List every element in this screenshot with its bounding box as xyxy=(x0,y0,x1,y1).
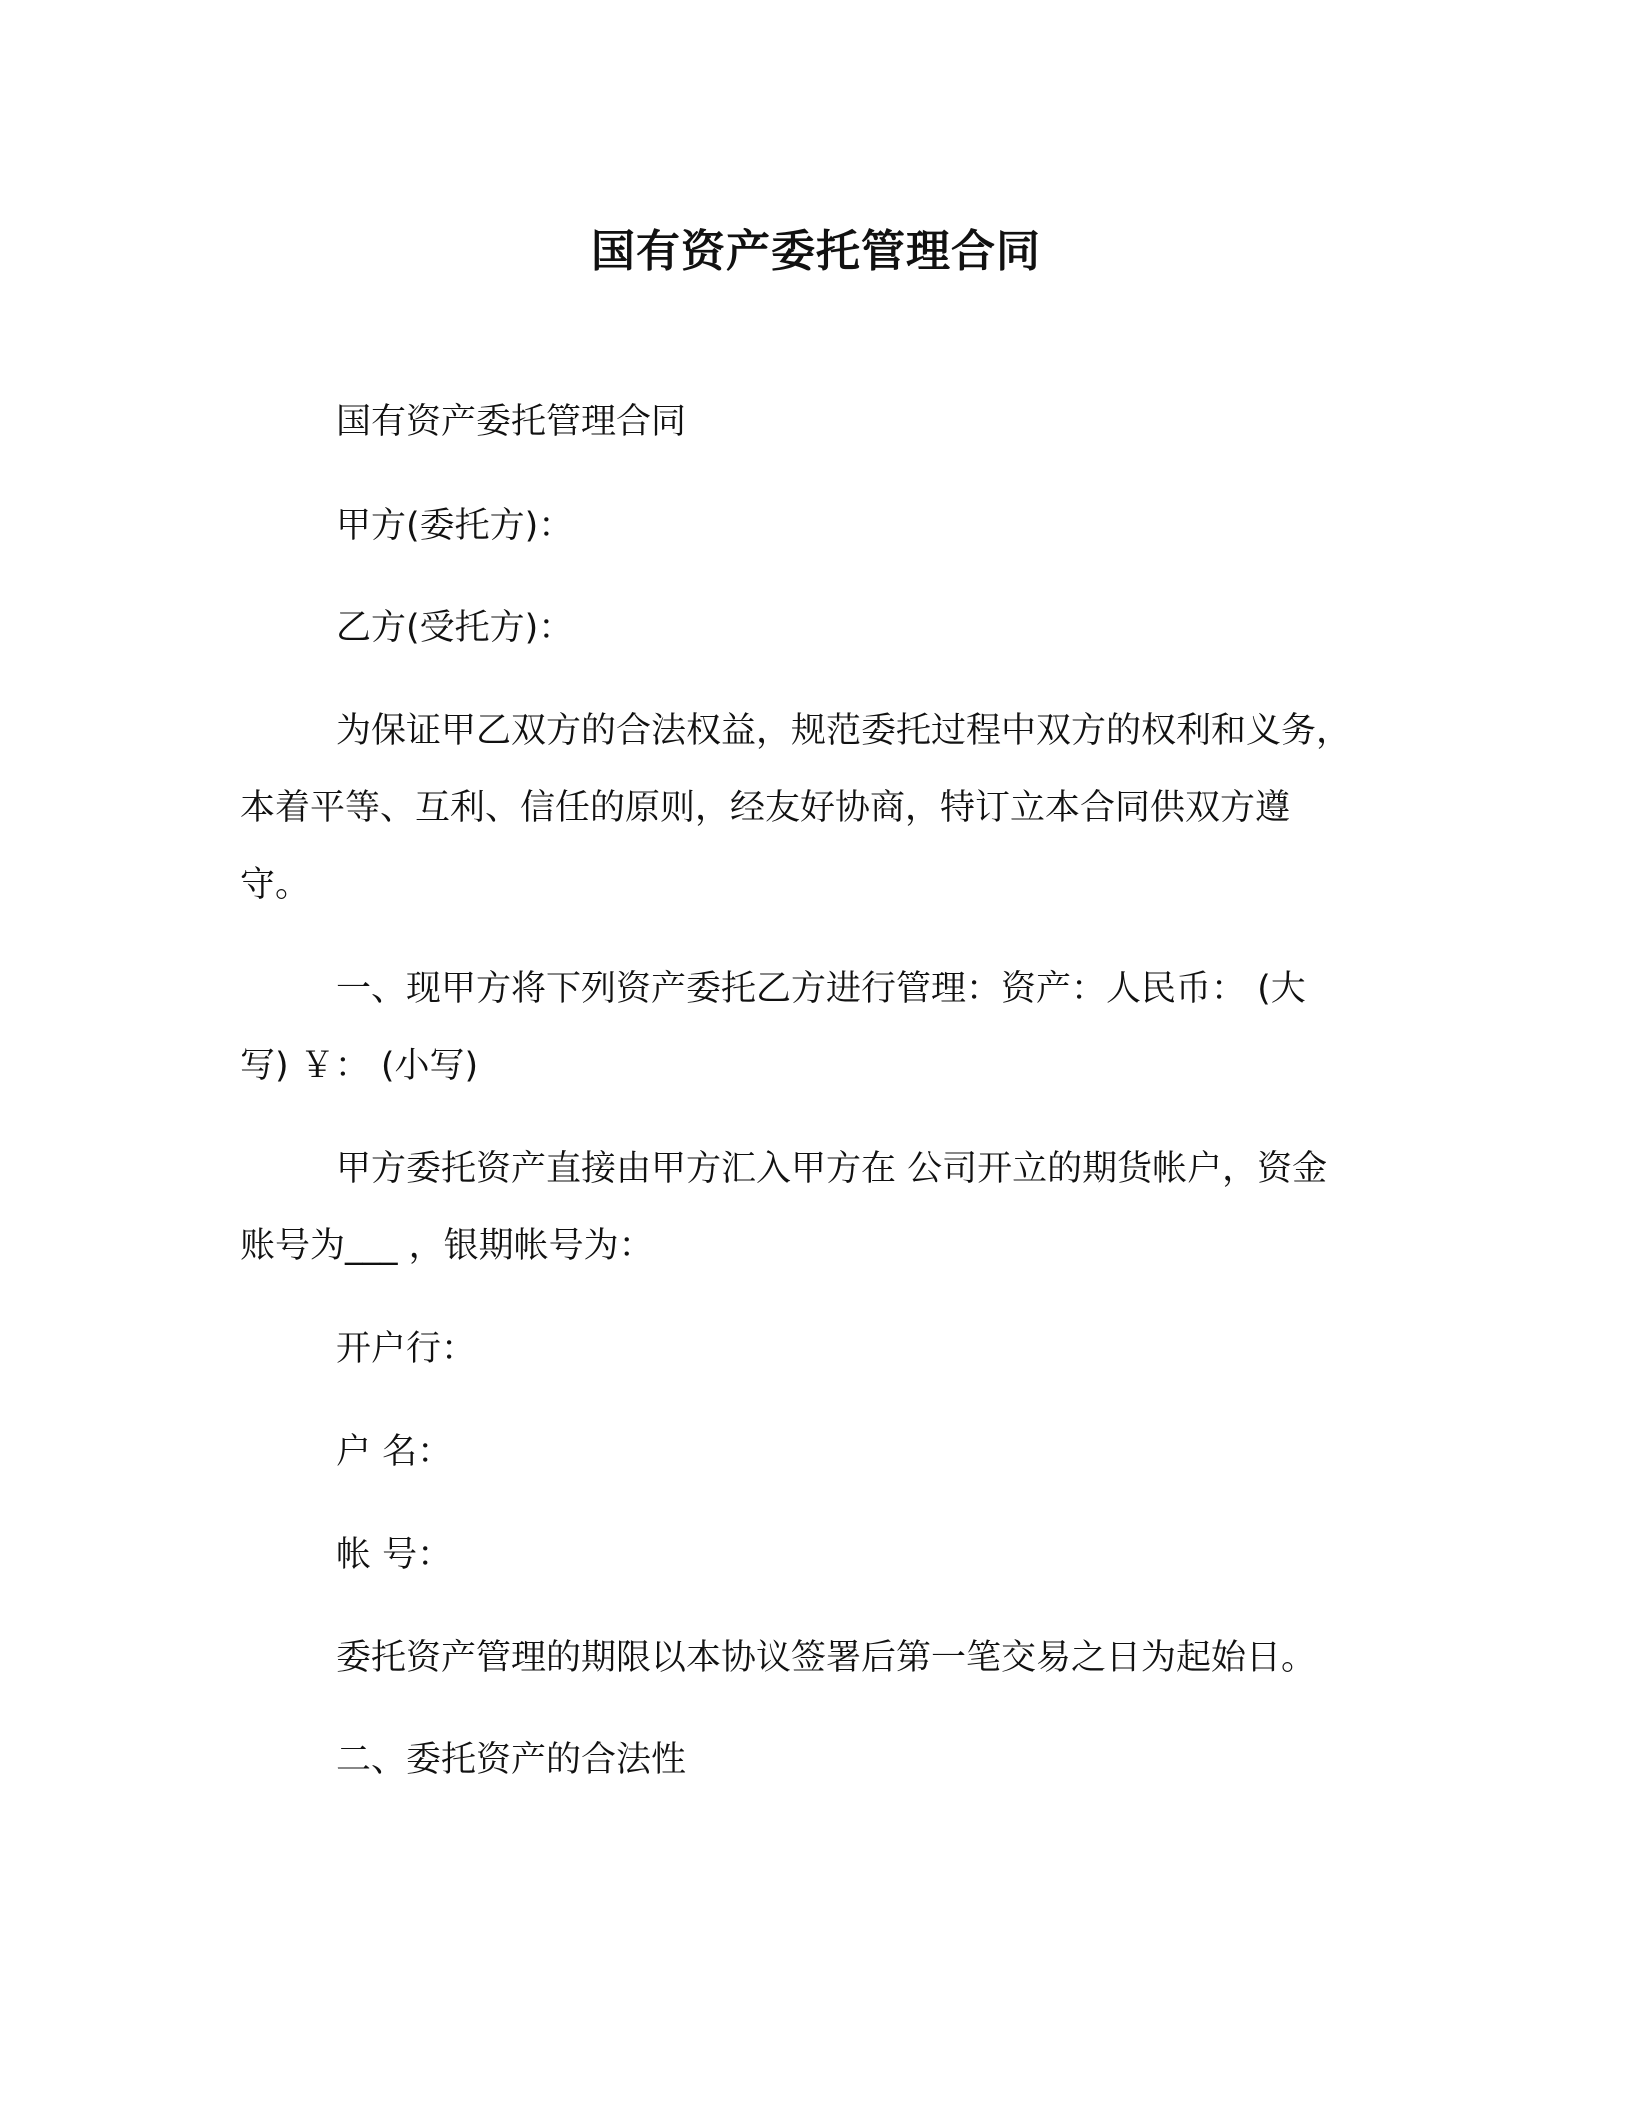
account-name-label: 户 名： xyxy=(336,1432,453,1472)
preamble-line-2: 本着平等、互利、信任的原则，经友好协商，特订立本合同供双方遵 xyxy=(240,788,1291,828)
account-paragraph xyxy=(240,1131,1400,1285)
term-paragraph: 委托资产管理的期限以本协议签署后第一笔交易之日为起始日。 xyxy=(336,1638,1317,1678)
clause-1-line-2: 写) ￥： (小写) xyxy=(240,1046,479,1086)
account-line-2: 账号为___ ，银期帐号为： xyxy=(240,1226,654,1266)
preamble-line-1: 为保证甲乙双方的合法权益，规范委托过程中双方的权利和义务， xyxy=(336,711,1352,751)
document-subtitle: 国有资产委托管理合同 xyxy=(336,402,687,442)
account-line-1: 甲方委托资产直接由甲方汇入甲方在 公司开立的期货帐户，资金 xyxy=(336,1149,1328,1189)
preamble-paragraph xyxy=(240,693,1400,924)
preamble-line-3: 守。 xyxy=(240,865,311,905)
party-b-label: 乙方(受托方)： xyxy=(336,608,574,648)
account-number-label: 帐 号： xyxy=(336,1535,453,1575)
clause-2-heading: 二、委托资产的合法性 xyxy=(336,1740,687,1780)
party-a-label: 甲方(委托方)： xyxy=(336,506,574,546)
document-title: 国有资产委托管理合同 xyxy=(591,226,1041,277)
clause-1-paragraph xyxy=(240,951,1400,1105)
clause-1-line-1: 一、现甲方将下列资产委托乙方进行管理：资产：人民币： (大 xyxy=(336,969,1306,1009)
bank-label: 开户行： xyxy=(336,1329,477,1369)
